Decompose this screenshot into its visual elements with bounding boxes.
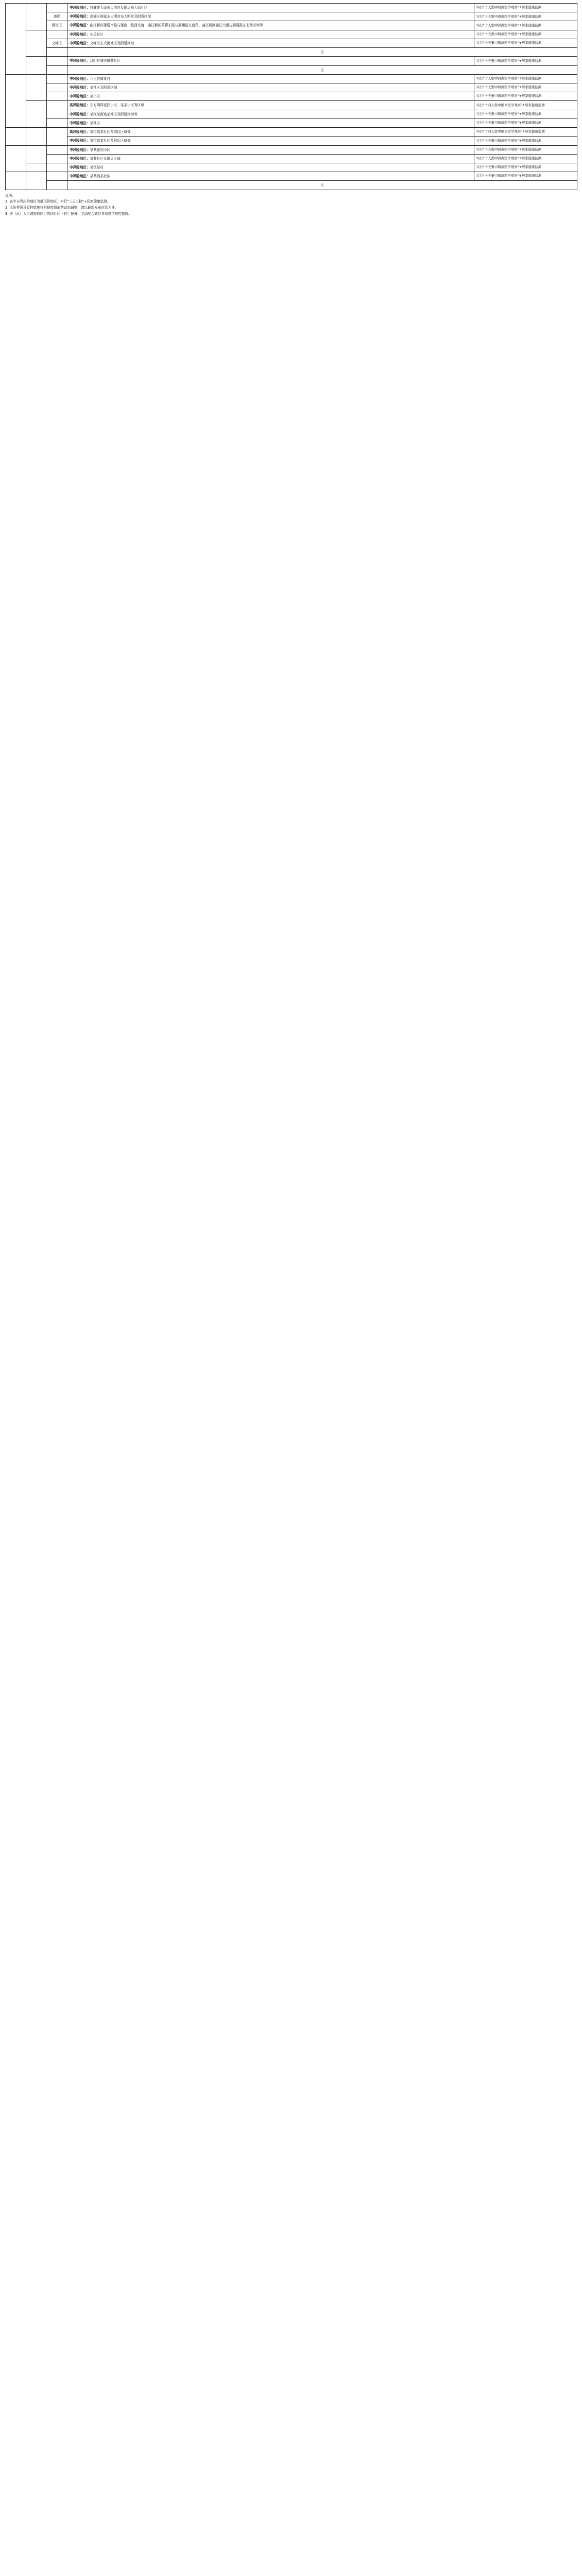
table-row	[6, 48, 577, 57]
risk-area-cell	[67, 83, 474, 92]
footnotes	[5, 193, 577, 217]
city-cell	[26, 74, 47, 101]
table-row	[6, 74, 577, 83]
city-cell	[26, 145, 47, 163]
district-cell	[47, 65, 67, 74]
table-row	[6, 30, 577, 39]
district-cell	[47, 48, 67, 57]
table-row	[6, 163, 577, 172]
risk-level-label: 中风险地区：	[70, 32, 90, 37]
note-line: 3. 来（返）人员请提前向目的地社区（村）报备，主动配合做好各项疫情防控措施。	[5, 212, 132, 216]
risk-level-label: 高风险地区：	[70, 103, 90, 108]
city-cell	[26, 101, 47, 128]
control-measure-cell: 实行"十天集中隔离医学观察"+居家健康监测	[474, 154, 577, 163]
table-row	[6, 57, 577, 65]
risk-area-text: 某某镇某社区	[90, 174, 111, 179]
control-measure-cell: 实行"十天集中隔离医学观察"+居家健康监测	[474, 74, 577, 83]
note-line: 2. 风险等级及管控措施将根据疫情形势动态调整，请以最新发布信息为准。	[5, 206, 118, 210]
risk-area-cell	[67, 30, 474, 39]
control-measure-cell: 实行"十天集中隔离医学观察"+居家健康监测	[474, 30, 577, 39]
risk-area-text: 汤阴县城关镇某社区	[90, 59, 121, 63]
risk-area-cell	[67, 12, 474, 21]
control-measure-cell: 实行"十天集中隔离医学观察"+居家健康监测	[474, 4, 577, 12]
risk-area-text: 东方明珠花园小区、某某小区等区域	[90, 103, 145, 108]
risk-area-cell	[67, 118, 474, 127]
risk-level-label: 中风险地区：	[70, 76, 90, 81]
risk-level-label: 中风险地区：	[70, 139, 90, 143]
risk-level-label: 中风险地区：	[70, 112, 90, 116]
risk-level-label: 中风险地区：	[70, 147, 90, 152]
table-row	[6, 172, 577, 181]
risk-area-cell	[67, 154, 474, 163]
district-cell	[47, 30, 67, 39]
district-cell: 莲湖	[47, 12, 67, 21]
risk-area-text: 八里营镇某村	[90, 76, 111, 81]
risk-level-label: 中风险地区：	[70, 14, 90, 19]
control-measure-cell: 实行"十天集中隔离医学观察"+居家健康监测	[474, 137, 577, 145]
district-cell: 文峰区	[47, 39, 67, 47]
table-row	[6, 65, 577, 74]
risk-area-cell	[67, 101, 474, 110]
table-row	[6, 137, 577, 145]
control-measure-cell: 实行"十天集中隔离医学观察"+居家健康监测	[474, 145, 577, 154]
control-measure-cell: 实行"十天集中隔离医学观察"+居家健康监测	[474, 172, 577, 181]
table-row	[6, 145, 577, 154]
risk-area-text: 东关社区	[90, 32, 104, 37]
table-row	[6, 12, 577, 21]
district-cell	[47, 83, 67, 92]
risk-area-text: 雅鑫苑大厦东大明宫及附近东大街社区	[90, 6, 148, 10]
district-cell	[47, 145, 67, 154]
risk-area-cell	[67, 128, 474, 137]
risk-area-text: 曲江新区雁塔南路与雁南一路西北角、曲江新区芙蓉东路与雁翔路东南角、曲江新区曲江大道与雁展路东北角区域等	[90, 23, 263, 28]
risk-area-text: 莲湖区莲花东大明宫东大明宫及附近区域	[90, 14, 151, 19]
district-cell	[47, 101, 67, 118]
risk-level-label: 中风险地区：	[70, 41, 90, 45]
district-cell	[47, 118, 67, 127]
risk-area-cell	[67, 39, 474, 47]
control-measure-cell: 实行"十天集中隔离医学观察"+居家健康监测	[474, 118, 577, 127]
risk-level-label: 中风险地区：	[70, 85, 90, 90]
district-cell	[47, 172, 67, 181]
city-cell	[26, 57, 47, 74]
risk-area-cell	[67, 163, 474, 172]
district-cell	[47, 163, 67, 172]
district-cell	[47, 74, 67, 83]
city-cell	[26, 172, 47, 190]
risk-area-text: 文峰区东大街社区及附近区域	[90, 41, 134, 45]
no-risk-area-cell: 无	[67, 65, 577, 74]
risk-level-label: 中风险地区：	[70, 174, 90, 179]
risk-area-text: 某街道某社区及周边区域等	[90, 130, 131, 134]
risk-level-label: 中风险地区：	[70, 121, 90, 125]
province-cell	[6, 145, 26, 172]
table-row	[6, 4, 577, 12]
risk-level-label: 中风险地区：	[70, 165, 90, 170]
risk-area-text: 某社区及附近区域	[90, 85, 117, 90]
table-row	[6, 39, 577, 47]
district-cell	[47, 4, 67, 12]
district-cell	[47, 181, 67, 190]
risk-area-cell	[67, 145, 474, 154]
control-measure-cell: 实行"十天集中隔离医学观察"+居家健康监测	[474, 57, 577, 65]
risk-area-text: 某某社区及附近区域	[90, 156, 121, 161]
city-cell	[26, 4, 47, 30]
province-cell	[6, 74, 26, 127]
district-cell: 雁塔区	[47, 21, 67, 30]
control-measure-cell: 实行"十天集中隔离医学观察"+居家健康监测	[474, 21, 577, 30]
no-risk-area-cell: 无	[67, 48, 577, 57]
table-row	[6, 154, 577, 163]
control-measure-cell: 实行"十天集中隔离医学观察"+居家健康监测	[474, 83, 577, 92]
risk-area-cell	[67, 21, 474, 30]
table-row	[6, 21, 577, 30]
risk-area-text: 某区某街道某社区及附近区域等	[90, 112, 138, 116]
control-measure-cell: 实行"十天集中隔离医学观察"+居家健康监测	[474, 39, 577, 47]
city-cell	[26, 163, 47, 172]
no-risk-area-cell: 无	[67, 181, 577, 190]
city-cell	[26, 30, 47, 57]
risk-level-label: 中风险地区：	[70, 156, 90, 161]
risk-area-cell	[67, 4, 474, 12]
risk-level-label: 中风险地区：	[70, 59, 90, 63]
district-cell	[47, 154, 67, 163]
control-measure-cell: 实行"十四天集中隔离医学观察"+居家健康监测	[474, 128, 577, 137]
table-row	[6, 181, 577, 190]
note-line: 1. 表中未列出的地区为低风险地区，实行"三天三检"+居家健康监测。	[5, 199, 111, 204]
risk-area-cell	[67, 137, 474, 145]
district-cell	[47, 128, 67, 145]
risk-area-text: 某街道某社区及附近区域等	[90, 139, 131, 143]
table-row	[6, 110, 577, 118]
province-cell	[6, 128, 26, 145]
risk-area-text: 某小区	[90, 94, 100, 99]
risk-area-table	[5, 3, 577, 190]
risk-area-text: 某镇某村	[90, 165, 104, 170]
risk-level-label: 中风险地区：	[70, 23, 90, 28]
risk-level-label: 高风险地区：	[70, 130, 90, 134]
table-row	[6, 92, 577, 101]
risk-area-table-body	[6, 4, 577, 190]
control-measure-cell: 实行"十四天集中隔离医学观察"+居家健康监测	[474, 101, 577, 110]
control-measure-cell: 实行"十天集中隔离医学观察"+居家健康监测	[474, 110, 577, 118]
province-cell	[6, 172, 26, 190]
risk-area-text: 某社区	[90, 121, 100, 125]
city-cell	[26, 128, 47, 145]
control-measure-cell: 实行"十天集中隔离医学观察"+居家健康监测	[474, 12, 577, 21]
risk-area-cell	[67, 110, 474, 118]
risk-area-text: 某某花园小区	[90, 147, 111, 152]
notes-heading: 说明：	[5, 193, 15, 198]
control-measure-cell: 实行"十天集中隔离医学观察"+居家健康监测	[474, 92, 577, 101]
table-row	[6, 128, 577, 137]
risk-area-cell	[67, 74, 474, 83]
risk-level-label: 中风险地区：	[70, 94, 90, 99]
province-cell	[6, 4, 26, 75]
risk-level-label: 中风险地区：	[70, 6, 90, 10]
table-row	[6, 101, 577, 110]
risk-area-cell	[67, 92, 474, 101]
table-row	[6, 118, 577, 127]
risk-area-cell	[67, 57, 474, 65]
district-cell	[47, 92, 67, 101]
district-cell	[47, 57, 67, 65]
table-row	[6, 83, 577, 92]
risk-area-cell	[67, 172, 474, 181]
control-measure-cell: 实行"十天集中隔离医学观察"+居家健康监测	[474, 163, 577, 172]
